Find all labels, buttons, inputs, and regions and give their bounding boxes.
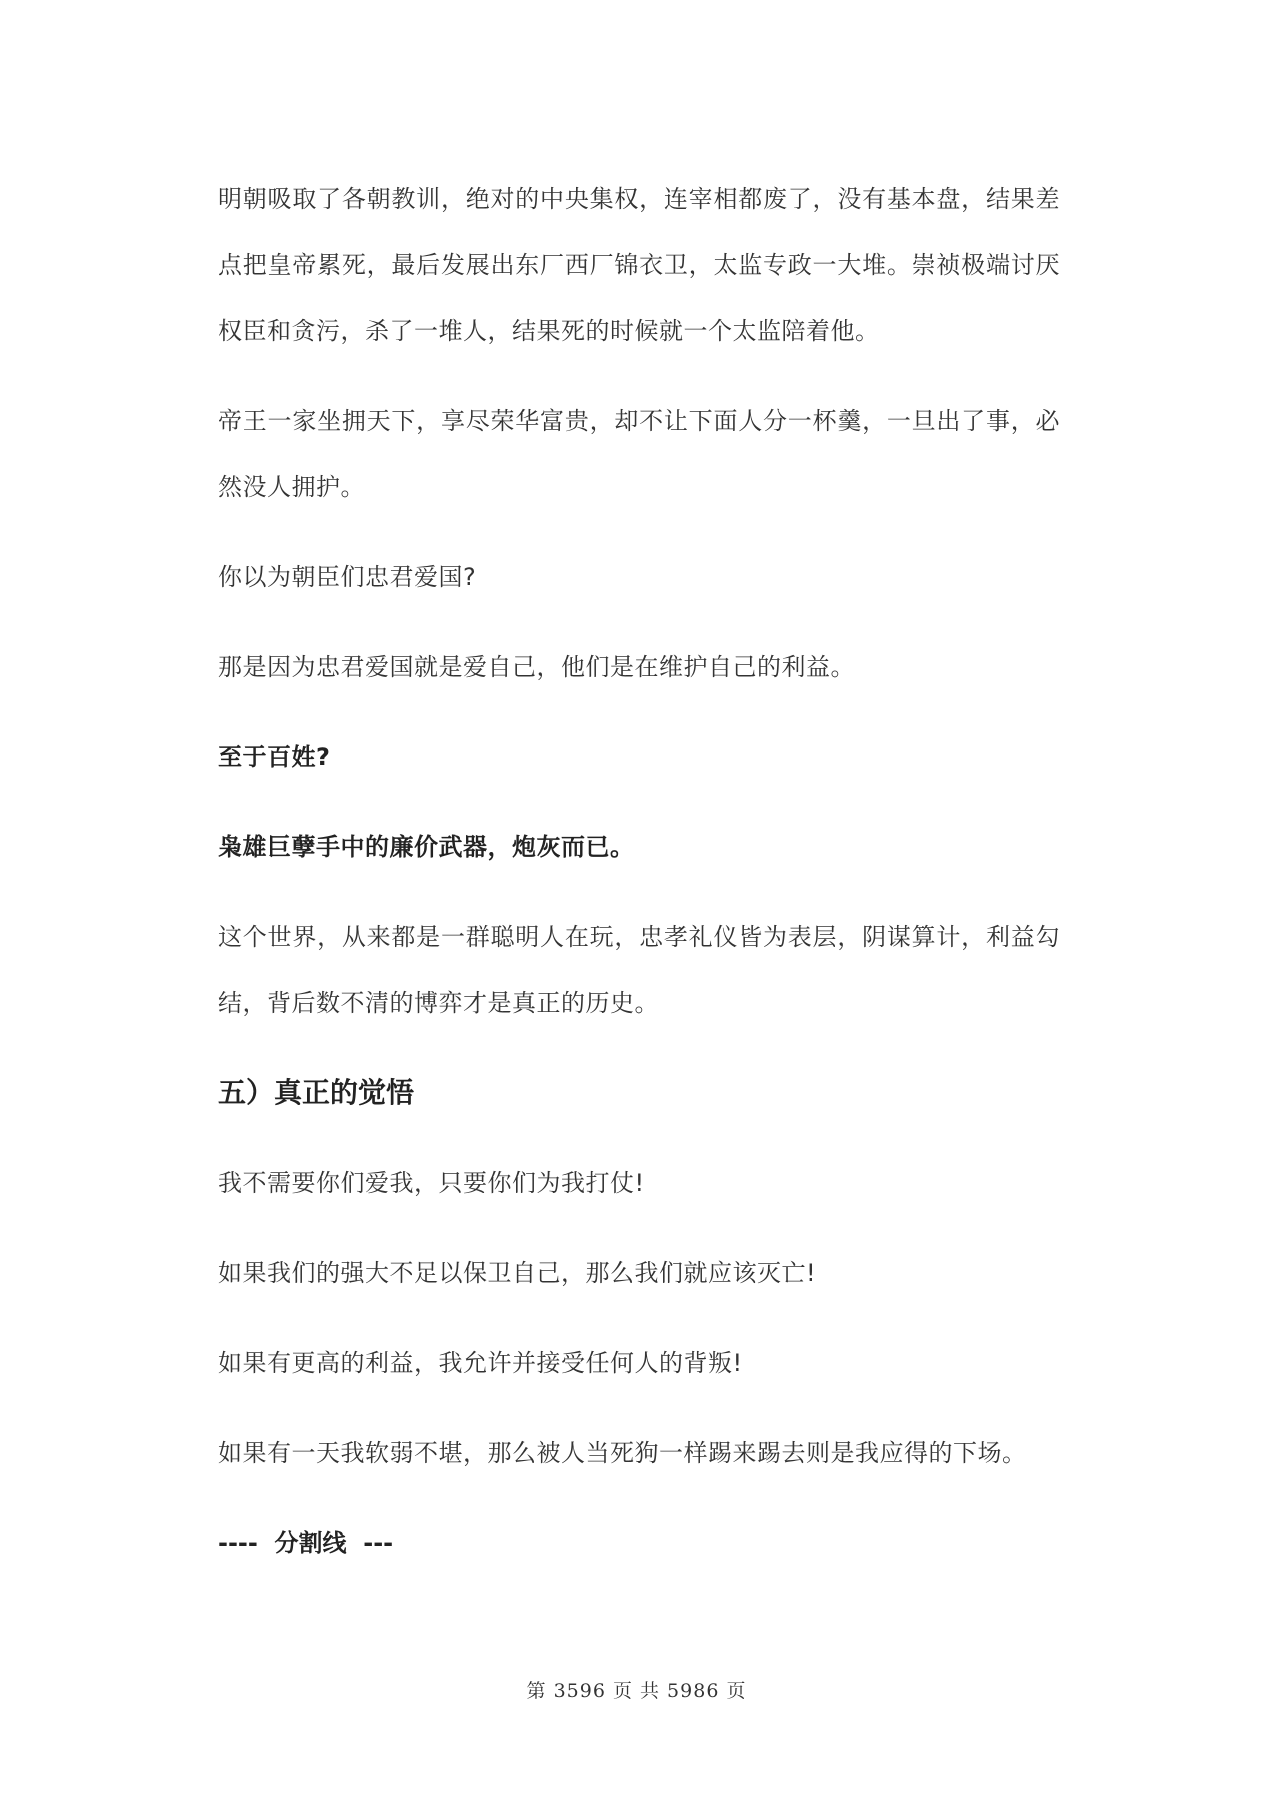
paragraph-emperor-family: 帝王一家坐拥天下，享尽荣华富贵，却不让下面人分一杯羹，一旦出了事，必然没人拥护。 [218, 407, 1060, 501]
paragraph-question-commoners: 至于百姓? [218, 743, 331, 771]
paragraph-cannon-fodder: 枭雄巨孽手中的廉价武器，炮灰而已。 [218, 833, 635, 861]
paragraph-weak-fate: 如果有一天我软弱不堪，那么被人当死狗一样踢来踢去则是我应得的下场。 [218, 1439, 1027, 1467]
paragraph-betrayal: 如果有更高的利益，我允许并接受任何人的背叛! [218, 1349, 743, 1377]
document-body [218, 166, 1060, 1576]
paragraph-self-interest: 那是因为忠君爱国就是爱自己，他们是在维护自己的利益。 [218, 653, 855, 681]
paragraph-question-ministers: 你以为朝臣们忠君爱国? [218, 563, 477, 591]
paragraph-ming-dynasty: 明朝吸取了各朝教训，绝对的中央集权，连宰相都废了，没有基本盘，结果差点把皇帝累死，最后发展出东厂西厂锦衣卫，太监专政一大堆。崇祯极端讨厌权臣和贪污，杀了一堆人，结果死的时候就一个太监陪着他。 [218, 185, 1060, 345]
section-divider: ---- 分割线 --- [218, 1529, 394, 1557]
paragraph-perish: 如果我们的强大不足以保卫自己，那么我们就应该灭亡! [218, 1259, 817, 1287]
paragraph-fight-for-me: 我不需要你们爱我，只要你们为我打仗! [218, 1169, 645, 1197]
paragraph-real-history: 这个世界，从来都是一群聪明人在玩，忠孝礼仪皆为表层，阴谋算计，利益勾结，背后数不清的博弈才是真正的历史。 [218, 923, 1060, 1017]
section-heading: 五）真正的觉悟 [218, 1076, 415, 1109]
page-number-footer: 第 3596 页 共 5986 页 [526, 1680, 747, 1702]
